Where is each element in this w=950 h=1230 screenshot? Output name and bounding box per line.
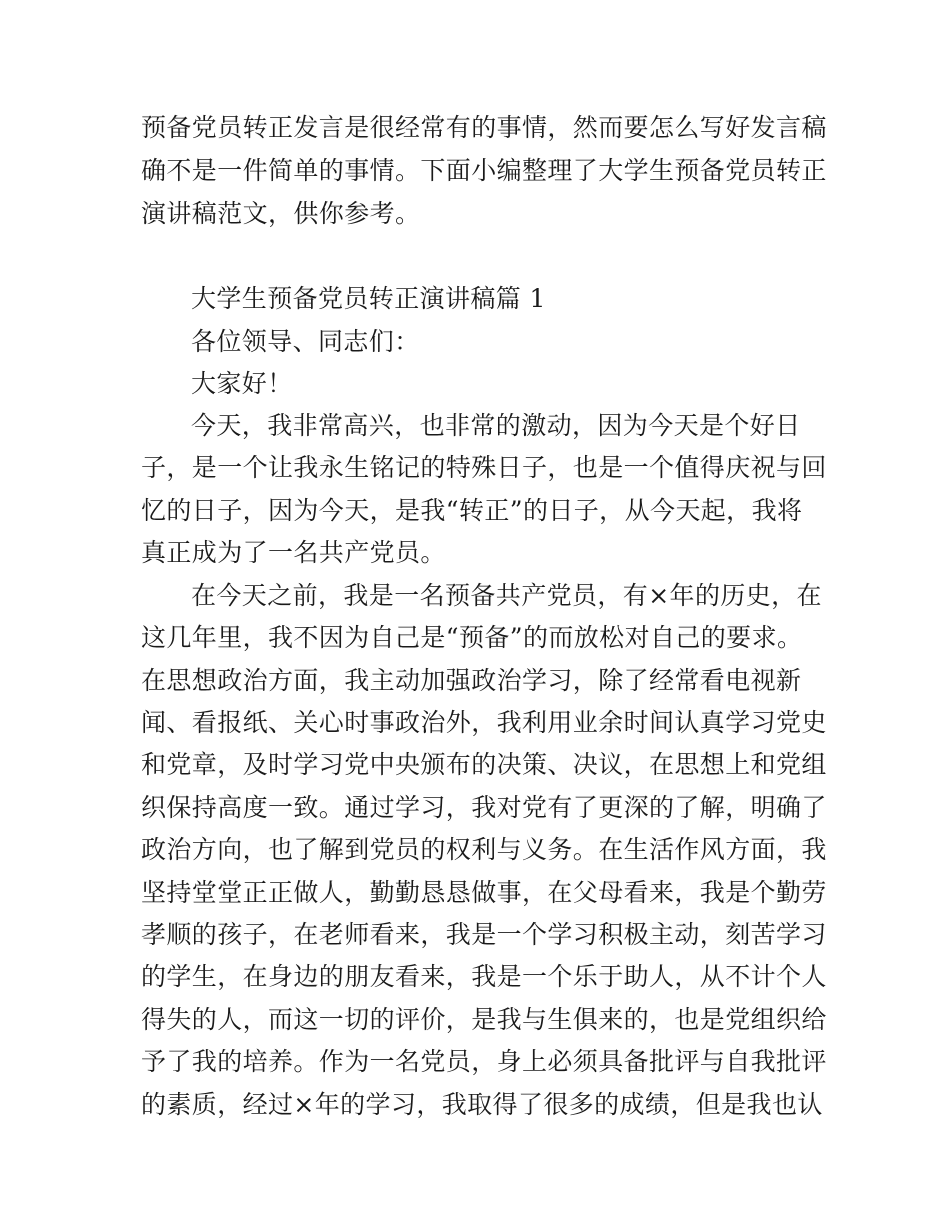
paragraph-line: 得失的人，而这一切的评价，是我与生俱来的，也是党组织给 [141, 1005, 827, 1034]
paragraph-line: 闻、看报纸、关心时事政治外，我利用业余时间认真学习党史 [141, 708, 827, 737]
paragraph-line: 在今天之前，我是一名预备共产党员，有×年的历史，在 [191, 581, 822, 610]
intro-line: 演讲稿范文，供你参考。 [141, 199, 421, 228]
paragraph-line: 在思想政治方面，我主动加强政治学习，除了经常看电视新 [141, 666, 802, 695]
salutation: 各位领导、同志们： [191, 327, 420, 356]
paragraph-line: 忆的日子，因为今天，是我“转正”的日子，从今天起，我将 [141, 496, 803, 525]
intro-line: 预备党员转正发言是很经常有的事情，然而要怎么写好发言稿 [141, 113, 827, 142]
paragraph-line: 织保持高度一致。通过学习，我对党有了更深的了解，明确了 [141, 793, 827, 822]
paragraph-line: 政治方向，也了解到党员的权利与义务。在生活作风方面，我 [141, 835, 827, 864]
greeting: 大家好！ [191, 369, 293, 398]
paragraph-line: 的素质，经过×年的学习，我取得了很多的成绩，但是我也认 [141, 1090, 823, 1119]
paragraph-line: 子，是一个让我永生铭记的特殊日子，也是一个值得庆祝与回 [141, 453, 827, 482]
paragraph-line: 这几年里，我不因为自己是“预备”的而放松对自己的要求。 [141, 623, 803, 652]
intro-line: 确不是一件简单的事情。下面小编整理了大学生预备党员转正 [141, 156, 827, 185]
paragraph-line: 真正成为了一名共产党员。 [141, 538, 446, 567]
paragraph-line: 孝顺的孩子，在老师看来，我是一个学习积极主动，刻苦学习 [141, 920, 827, 949]
paragraph-line: 今天，我非常高兴，也非常的激动，因为今天是个好日 [191, 411, 801, 440]
speech-heading: 大学生预备党员转正演讲稿篇 1 [191, 284, 546, 313]
paragraph-line: 坚持堂堂正正做人，勤勤恳恳做事，在父母看来，我是个勤劳 [141, 878, 827, 907]
paragraph-line: 的学生，在身边的朋友看来，我是一个乐于助人，从不计个人 [141, 962, 827, 991]
paragraph-line: 和党章，及时学习党中央颁布的决策、决议，在思想上和党组 [141, 750, 827, 779]
paragraph-line: 予了我的培养。作为一名党员，身上必须具备批评与自我批评 [141, 1047, 827, 1076]
